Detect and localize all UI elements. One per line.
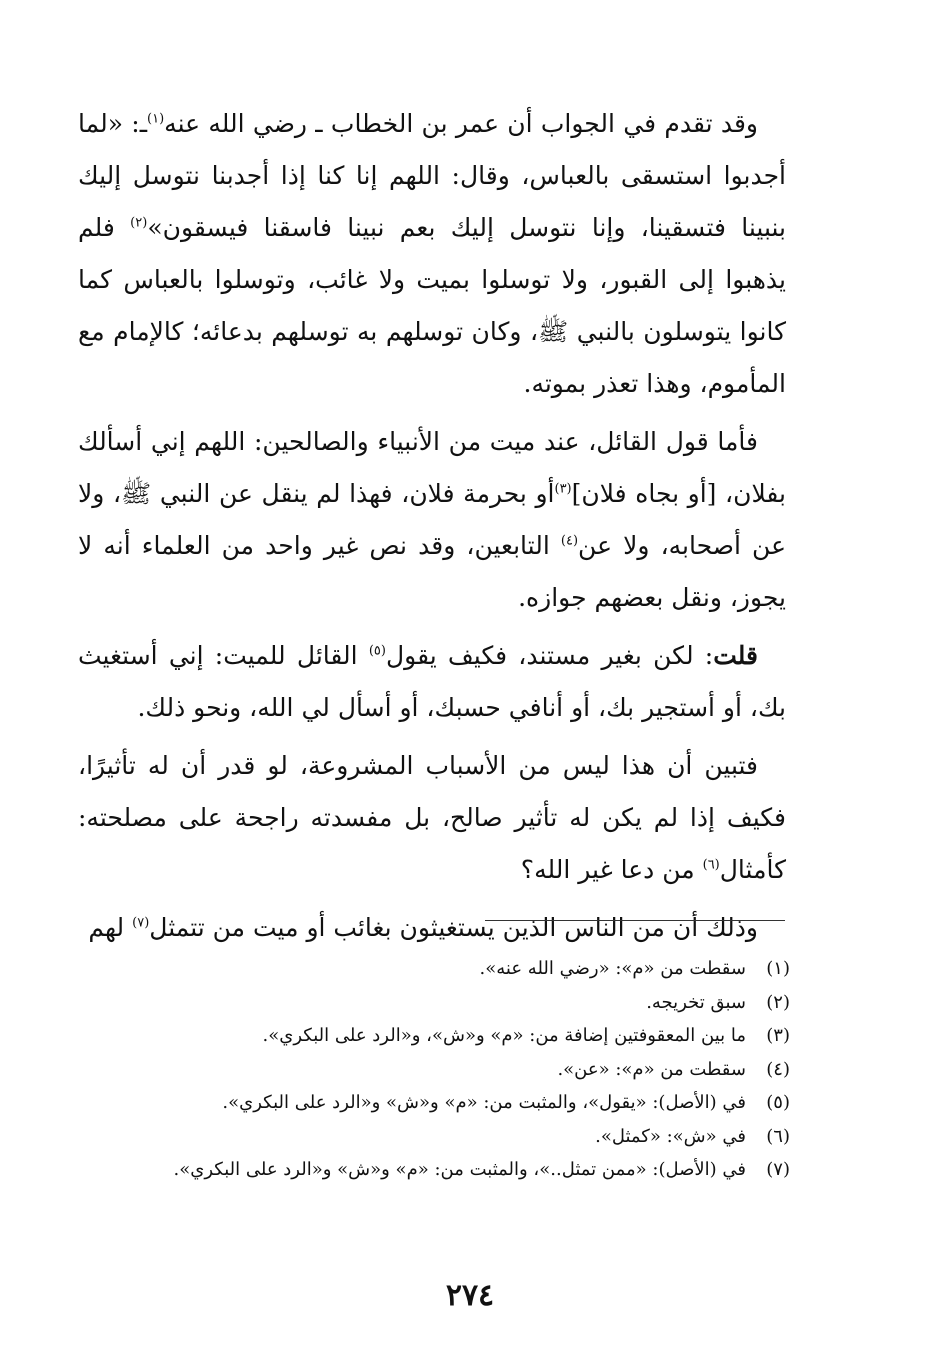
main-text xyxy=(78,98,786,960)
footnote-item xyxy=(110,1086,790,1120)
paragraph-text: ـ: «لما أجدبوا استسقى بالعباس، وقال: اللهم إنا كنا إذا أجدبنا نتوسل إليك بنبينا فتسقينا، وإنا نتوسل إليك بعم نبينا فاسقنا فيسقون» xyxy=(78,109,786,242)
footnote-item xyxy=(110,1120,790,1154)
footnote-item xyxy=(110,986,790,1020)
footnote-text: في «ش»: «كمثل». xyxy=(595,1125,746,1147)
paragraph-text: وقد تقدم في الجواب أن عمر بن الخطاب ـ رضي الله عنه xyxy=(164,109,758,138)
paragraph-text: من دعا غير الله؟ xyxy=(520,855,703,884)
paragraph-5 xyxy=(78,902,786,954)
footnote-text: سقطت من «م»: «عن». xyxy=(557,1058,746,1080)
paragraph-text: فتبين أن هذا ليس من الأسباب المشروعة، لو قدر أن له تأثيرًا، فكيف إذا لم يكن له تأثير صالح، بل مفسدته راجحة على مصلحته: كأمثال xyxy=(78,751,786,884)
paragraph-text: القائل للميت: إني أستغيث بك، أو أستجير بك، أو أنافي حسبك، أو أسأل لي الله، ونحو ذلك. xyxy=(78,641,786,722)
footnote-number: (٢) xyxy=(766,991,790,1013)
footnote-number: (٥) xyxy=(766,1092,790,1113)
footnote-text: في (الأصل): «ممن تمثل..»، والمثبت من: «م» و«ش» و«الرد على البكري». xyxy=(173,1159,746,1180)
footnote-number: (١) xyxy=(766,958,790,979)
paragraph-text: فلم يذهبوا إلى القبور، ولا توسلوا بميت ولا غائب، وتوسلوا بالعباس كما كانوا يتوسلون بالنبي ﷺ، وكان توسلهم به توسلهم بدعائه؛ كالإمام مع المأموم، وهذا تعذر بموته. xyxy=(78,213,786,398)
paragraph-text: فأما قول القائل، عند ميت من الأنبياء والصالحين: اللهم إني أسألك بفلان، [أو بجاه فلان] xyxy=(78,427,786,508)
page-number: ٢٧٤ xyxy=(445,1278,495,1313)
footnote-text: ما بين المعقوفتين إضافة من: «م» و«ش»، و«الرد على البكري». xyxy=(262,1025,746,1046)
footnote-number: (٧) xyxy=(766,1159,790,1180)
footnote-item xyxy=(110,1153,790,1187)
footnote-separator xyxy=(485,920,785,921)
footnote-number: (٣) xyxy=(766,1025,790,1046)
footnote-ref: (٣) xyxy=(554,481,572,497)
footnote-text: سبق تخريجه. xyxy=(646,991,746,1013)
paragraph-text: وذلك أن من الناس الذين يستغيثون بغائب أو ميت من تتمثل xyxy=(149,913,758,942)
footnote-item xyxy=(110,952,790,986)
footnote-text: في (الأصل): «يقول»، والمثبت من: «م» و«ش» و«الرد على البكري». xyxy=(222,1092,746,1113)
footnote-number: (٤) xyxy=(766,1058,790,1080)
paragraph-text: التابعين، وقد نص غير واحد من العلماء أنه لا يجوز، ونقل بعضهم جوازه. xyxy=(78,531,786,612)
footnote-ref: (٤) xyxy=(560,533,579,549)
footnote-ref: (٧) xyxy=(132,915,150,931)
paragraph-1 xyxy=(78,98,786,410)
paragraph-3 xyxy=(78,630,786,734)
paragraph-text: لهم xyxy=(88,913,133,942)
footnote-item xyxy=(110,1053,790,1087)
footnote-text: سقطت من «م»: «رضي الله عنه». xyxy=(479,958,746,979)
paragraph-4 xyxy=(78,740,786,896)
paragraph-2 xyxy=(78,416,786,624)
footnote-ref: (٢) xyxy=(130,215,148,231)
footnotes xyxy=(110,952,790,1187)
footnote-ref: (١) xyxy=(147,111,165,127)
paragraph-text: أو بحرمة فلان، فهذا لم ينقل عن النبي ﷺ، ولا عن أصحابه، ولا عن xyxy=(78,479,786,560)
footnote-ref: (٦) xyxy=(702,857,720,873)
paragraph-text: : لكن بغير مستند، فكيف يقول xyxy=(385,641,714,670)
paragraph-lead-word: قلت xyxy=(713,641,758,670)
footnote-number: (٦) xyxy=(766,1125,790,1147)
footnote-item xyxy=(110,1019,790,1053)
footnote-ref: (٥) xyxy=(368,643,386,659)
